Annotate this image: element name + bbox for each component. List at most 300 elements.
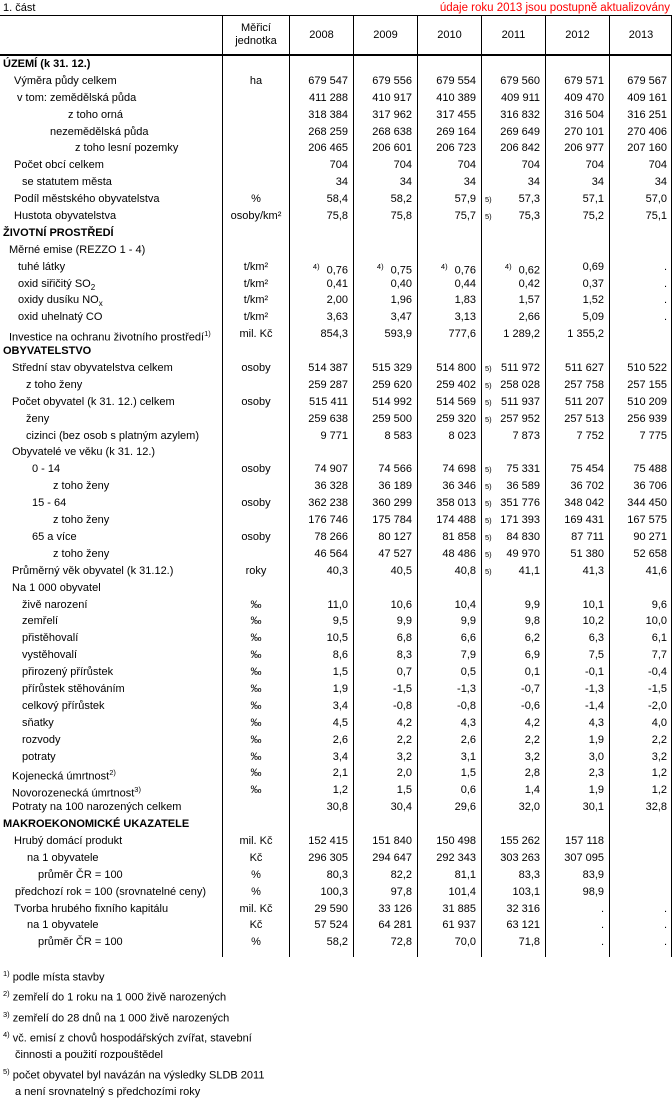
value-cell: 348 042 [545,495,609,512]
unit-cell [222,580,289,597]
value-cell: 6,3 [545,630,609,647]
value-cell: . [609,309,672,326]
value-cell: 510 209 [609,394,672,411]
value-cell: 257 513 [545,411,609,428]
row-label: předchozí rok = 100 (srovnatelné ceny) [15,885,207,898]
value-cell [545,56,609,73]
footnote-line: $^{5)}$ počet obyvatel byl navázán na výsledky SLDB 2011 [3,1066,265,1082]
value-cell [289,56,353,73]
value-cell: 157 118 [545,833,609,850]
value-cell: 6,1 [609,630,672,647]
table-row [0,444,671,461]
value-cell: 0,42 [481,276,545,293]
row-label: ženy [26,412,50,425]
row-label: 65 a více [32,530,77,543]
unit-cell: t/km² [222,309,289,326]
row-label: vystěhovalí [22,649,78,662]
unit-cell: ‰ [222,664,289,681]
value-cell: 34 [353,174,417,191]
value-cell [417,444,481,461]
value-cell: -0,4 [609,664,672,681]
row-label: oxidy dusíku $NO_x$ [18,294,103,309]
value-cell: 411 288 [289,90,353,107]
row-label: rozvody [22,733,61,746]
table-row [0,630,671,647]
value-cell: 344 450 [609,495,672,512]
value-cell [353,816,417,833]
unit-cell: t/km² [222,259,289,276]
value-cell [353,225,417,242]
value-cell: 0,1 [481,664,545,681]
table-row [0,461,671,478]
value-cell: 40,5 [353,563,417,580]
unit-cell [222,174,289,191]
value-cell: 80 127 [353,529,417,546]
section-header-row [0,816,671,833]
value-cell: 259 402 [417,377,481,394]
value-cell: 593,9 [353,326,417,343]
value-cell: 0,44 [417,276,481,293]
value-cell [609,884,672,901]
footnote-line: činnosti a použití rozpouštědel [15,1049,163,1062]
value-cell: 2,0 [353,765,417,782]
value-cell: 32 316 [481,901,545,918]
value-cell: 36 702 [545,478,609,495]
value-cell: . [545,934,609,951]
value-cell: 269 164 [417,124,481,141]
table-row [0,782,671,799]
value-cell: 57 524 [289,917,353,934]
unit-cell: ‰ [222,749,289,766]
value-cell: -0,8 [353,698,417,715]
unit-cell: % [222,867,289,884]
footnote-marker: 4) [440,261,448,271]
value-cell: 34 [417,174,481,191]
value-cell: 4,3 [417,715,481,732]
value-cell [609,833,672,850]
value-cell: 6,6 [417,630,481,647]
unit-cell [222,242,289,259]
unit-cell [222,124,289,141]
value-cell: 2,3 [545,765,609,782]
value-cell: 511 627 [545,360,609,377]
row-label: Střední stav obyvatelstva celkem [12,362,173,375]
value-cell: 176 746 [289,512,353,529]
value-cell: 29 590 [289,901,353,918]
value-cell: 98,9 [545,884,609,901]
year-column-header: 2010 [417,16,481,54]
value-cell: 270 101 [545,124,609,141]
value-cell: 75,8 [289,208,353,225]
value-cell: 1,4 [481,782,545,799]
footnote-line: $^{4)}$ vč. emisí z chovů hospodářských zvířat, stavební [3,1029,252,1045]
table-row [0,613,671,630]
value-cell: 150 498 [417,833,481,850]
value-cell [545,580,609,597]
unit-cell: ‰ [222,681,289,698]
value-cell [609,444,672,461]
value-cell: 3,0 [545,749,609,766]
value-cell: 1,2 [289,782,353,799]
row-label: potraty [22,750,56,763]
value-cell: 410 917 [353,90,417,107]
value-cell: 5) 36 589 [481,478,545,495]
value-cell: 2,6 [289,732,353,749]
value-cell [289,580,353,597]
table-row [0,124,671,141]
year-column-header: 2011 [481,16,545,54]
value-cell: 36 706 [609,478,672,495]
footnote-marker: 5) [485,566,492,576]
value-cell: 9,9 [353,613,417,630]
table-row [0,698,671,715]
value-cell: 5) 75 331 [481,461,545,478]
value-cell: 74 566 [353,461,417,478]
row-label: Obyvatelé ve věku (k 31. 12.) [12,446,156,459]
table-row [0,292,671,309]
value-cell: 679 560 [481,73,545,90]
table-row [0,428,671,445]
value-cell [289,343,353,360]
value-cell: 1,52 [545,292,609,309]
value-cell: 269 649 [481,124,545,141]
value-cell [609,326,672,343]
value-cell: 81,1 [417,867,481,884]
unit-cell [222,107,289,124]
section-header-row [0,56,671,73]
unit-cell: osoby [222,529,289,546]
table-row [0,90,671,107]
table-row [0,377,671,394]
unit-cell [222,225,289,242]
value-cell: 33 126 [353,901,417,918]
table-row [0,749,671,766]
value-cell: 5) 84 830 [481,529,545,546]
value-cell: 1,5 [353,782,417,799]
value-cell: 704 [289,157,353,174]
value-cell: 409 911 [481,90,545,107]
value-cell: 5) 75,3 [481,208,545,225]
value-cell [609,242,672,259]
value-cell: 75 454 [545,461,609,478]
value-cell: 259 620 [353,377,417,394]
value-cell: 57,0 [609,191,672,208]
unit-cell [222,377,289,394]
value-cell: 57,1 [545,191,609,208]
value-cell: 3,47 [353,309,417,326]
value-cell: 207 160 [609,140,672,157]
row-label: zemřelí [22,615,59,628]
value-cell: 169 431 [545,512,609,529]
value-cell [609,343,672,360]
value-cell: 36 328 [289,478,353,495]
row-label: z toho ženy [53,547,110,560]
value-cell: 206 723 [417,140,481,157]
value-cell: 10,1 [545,597,609,614]
unit-cell: osoby/km² [222,208,289,225]
value-cell: 679 554 [417,73,481,90]
table-row [0,208,671,225]
value-cell: 7 775 [609,428,672,445]
value-cell: 704 [545,157,609,174]
value-cell: 40,8 [417,563,481,580]
value-cell [609,867,672,884]
value-cell: 4,5 [289,715,353,732]
value-cell: 514 387 [289,360,353,377]
value-cell [545,225,609,242]
value-cell: 58,4 [289,191,353,208]
unit-cell [222,140,289,157]
value-cell [609,816,672,833]
footnote-marker: 5) [485,380,492,390]
unit-cell [222,546,289,563]
row-label: Kojenecká úmrtnost$^{2)}$ [12,768,116,784]
value-cell: 9,9 [417,613,481,630]
value-cell: -1,5 [609,681,672,698]
value-cell: 514 992 [353,394,417,411]
unit-cell: ‰ [222,597,289,614]
value-cell: 307 095 [545,850,609,867]
table-row [0,647,671,664]
value-cell: 8,3 [353,647,417,664]
year-column-header: 2012 [545,16,609,54]
table-row [0,546,671,563]
row-label: průměr ČR = 100 [38,868,123,881]
value-cell: -2,0 [609,698,672,715]
value-cell: 7,9 [417,647,481,664]
value-cell: 257 758 [545,377,609,394]
value-cell: -1,4 [545,698,609,715]
row-label: Počet obcí celkem [14,159,104,172]
value-cell: 4,3 [545,715,609,732]
table-row [0,242,671,259]
value-cell: 8 023 [417,428,481,445]
value-cell: . [545,901,609,918]
value-cell: 317 962 [353,107,417,124]
table-row [0,934,671,951]
value-cell: 97,8 [353,884,417,901]
table-row [0,495,671,512]
table-row [0,411,671,428]
value-cell: 410 389 [417,90,481,107]
value-cell [481,816,545,833]
unit-cell: % [222,934,289,951]
row-label: OBYVATELSTVO [3,345,92,358]
value-cell: 514 800 [417,360,481,377]
value-cell: 704 [609,157,672,174]
value-cell: -1,3 [545,681,609,698]
value-cell: 3,2 [609,749,672,766]
row-label: přírůstek stěhováním [22,682,125,695]
value-cell: 167 575 [609,512,672,529]
table-row [0,174,671,191]
value-cell: . [609,901,672,918]
value-cell: 268 259 [289,124,353,141]
footnote-marker: 3) [3,1009,10,1019]
value-cell: 704 [353,157,417,174]
footnote-marker: 4) [504,261,512,271]
value-cell: 87 711 [545,529,609,546]
table-row [0,360,671,377]
footnote-marker: 5) [3,1066,10,1076]
row-label: Měrné emise (REZZO 1 - 4) [9,243,146,256]
value-cell [353,444,417,461]
table-body [0,56,671,957]
value-cell: -0,7 [481,681,545,698]
value-cell: . [609,934,672,951]
value-cell: 679 567 [609,73,672,90]
row-label: nezemědělská půda [50,125,149,138]
value-cell: 362 238 [289,495,353,512]
value-cell: 101,4 [417,884,481,901]
section-header-row [0,343,671,360]
value-cell: 82,2 [353,867,417,884]
unit-cell: osoby [222,394,289,411]
value-cell: 318 384 [289,107,353,124]
unit-cell: osoby [222,495,289,512]
value-cell [545,444,609,461]
value-cell: 103,1 [481,884,545,901]
value-cell: 316 251 [609,107,672,124]
value-cell: 5) 57,3 [481,191,545,208]
value-cell: $^{4)}$ 0,75 [353,259,417,276]
unit-cell: ‰ [222,782,289,799]
table-row [0,850,671,867]
value-cell: 152 415 [289,833,353,850]
table-row [0,732,671,749]
value-cell: 74 907 [289,461,353,478]
value-cell: 514 569 [417,394,481,411]
value-cell: 5) 257 952 [481,411,545,428]
value-cell: 409 161 [609,90,672,107]
year-column-header: 2008 [289,16,353,54]
value-cell: 70,0 [417,934,481,951]
value-cell: 48 486 [417,546,481,563]
value-cell [417,225,481,242]
value-cell: 5) 511 937 [481,394,545,411]
table-row [0,276,671,293]
value-cell: 9 771 [289,428,353,445]
value-cell: 5) 49 970 [481,546,545,563]
row-label: oxid uhelnatý CO [18,311,103,324]
row-label: Novorozenecká úmrtnost$^{3)}$ [12,785,141,800]
value-cell: . [609,259,672,276]
value-cell: 175 784 [353,512,417,529]
value-cell: 510 522 [609,360,672,377]
unit-cell [222,512,289,529]
table-row [0,157,671,174]
value-cell: . [609,292,672,309]
value-cell: 52 658 [609,546,672,563]
table-row [0,580,671,597]
value-cell [417,816,481,833]
value-cell: 72,8 [353,934,417,951]
value-cell: 0,6 [417,782,481,799]
value-cell: 5,09 [545,309,609,326]
value-cell: 0,5 [417,664,481,681]
value-cell: 259 638 [289,411,353,428]
value-cell: 0,37 [545,276,609,293]
value-cell [609,56,672,73]
row-label: z toho ženy [53,514,110,527]
row-label: oxid siřičitý $SO_2$ [18,277,96,292]
value-cell: 36 346 [417,478,481,495]
value-cell: 46 564 [289,546,353,563]
value-cell: 2,00 [289,292,353,309]
value-cell: 31 885 [417,901,481,918]
value-cell: 1,9 [289,681,353,698]
value-cell: 78 266 [289,529,353,546]
row-label: z toho orná [68,108,124,121]
unit-cell: ‰ [222,765,289,782]
unit-cell: ha [222,73,289,90]
value-cell: 3,1 [417,749,481,766]
unit-cell: mil. Kč [222,833,289,850]
value-cell: . [609,276,672,293]
unit-cell: Kč [222,850,289,867]
row-label: Potraty na 100 narozených celkem [12,801,182,814]
value-cell: 10,4 [417,597,481,614]
footnote-line: $^{3)}$ zemřelí do 28 dnů na 1 000 živě narozených [3,1009,230,1025]
value-cell: 34 [609,174,672,191]
row-label: přistěhovalí [22,632,79,645]
value-cell: 41,6 [609,563,672,580]
value-cell: 1,83 [417,292,481,309]
value-cell: 74 698 [417,461,481,478]
row-label: na 1 obyvatele [27,919,99,932]
row-label: z toho ženy [26,378,83,391]
footnote-marker: 5) [485,397,492,407]
value-cell: 151 840 [353,833,417,850]
value-cell: 2,2 [353,732,417,749]
row-label: Tvorba hrubého fixního kapitálu [14,902,169,915]
row-label: ÚZEMÍ (k 31. 12.) [3,58,91,70]
value-cell: -0,6 [481,698,545,715]
row-label: Hrubý domácí produkt [14,834,123,847]
unit-cell: ‰ [222,732,289,749]
unit-cell: % [222,191,289,208]
value-cell: 32,0 [481,799,545,816]
table-row [0,191,671,208]
value-cell: 34 [545,174,609,191]
row-label: na 1 obyvatele [27,851,99,864]
row-label: 0 - 14 [32,463,61,476]
table-row [0,715,671,732]
footnote-marker: 5) [485,482,492,492]
value-cell: 5) 351 776 [481,495,545,512]
table-row [0,478,671,495]
value-cell: 317 455 [417,107,481,124]
unit-cell [222,428,289,445]
table-row [0,563,671,580]
row-label: Podíl městského obyvatelstva [14,193,160,206]
table-header-row [0,16,671,56]
footnote-marker: 5) [485,364,492,374]
value-cell [609,580,672,597]
table-row [0,917,671,934]
value-cell: $^{4)}$ 0,76 [289,259,353,276]
value-cell: 296 305 [289,850,353,867]
value-cell [417,343,481,360]
value-cell: 8 583 [353,428,417,445]
row-label: Výměra půdy celkem [14,74,117,87]
row-label: přirozený přírůstek [22,666,114,679]
value-cell: 1,9 [545,732,609,749]
table-row [0,309,671,326]
footnote-marker: 2) [3,989,10,999]
table-row [0,512,671,529]
table-row [0,799,671,816]
